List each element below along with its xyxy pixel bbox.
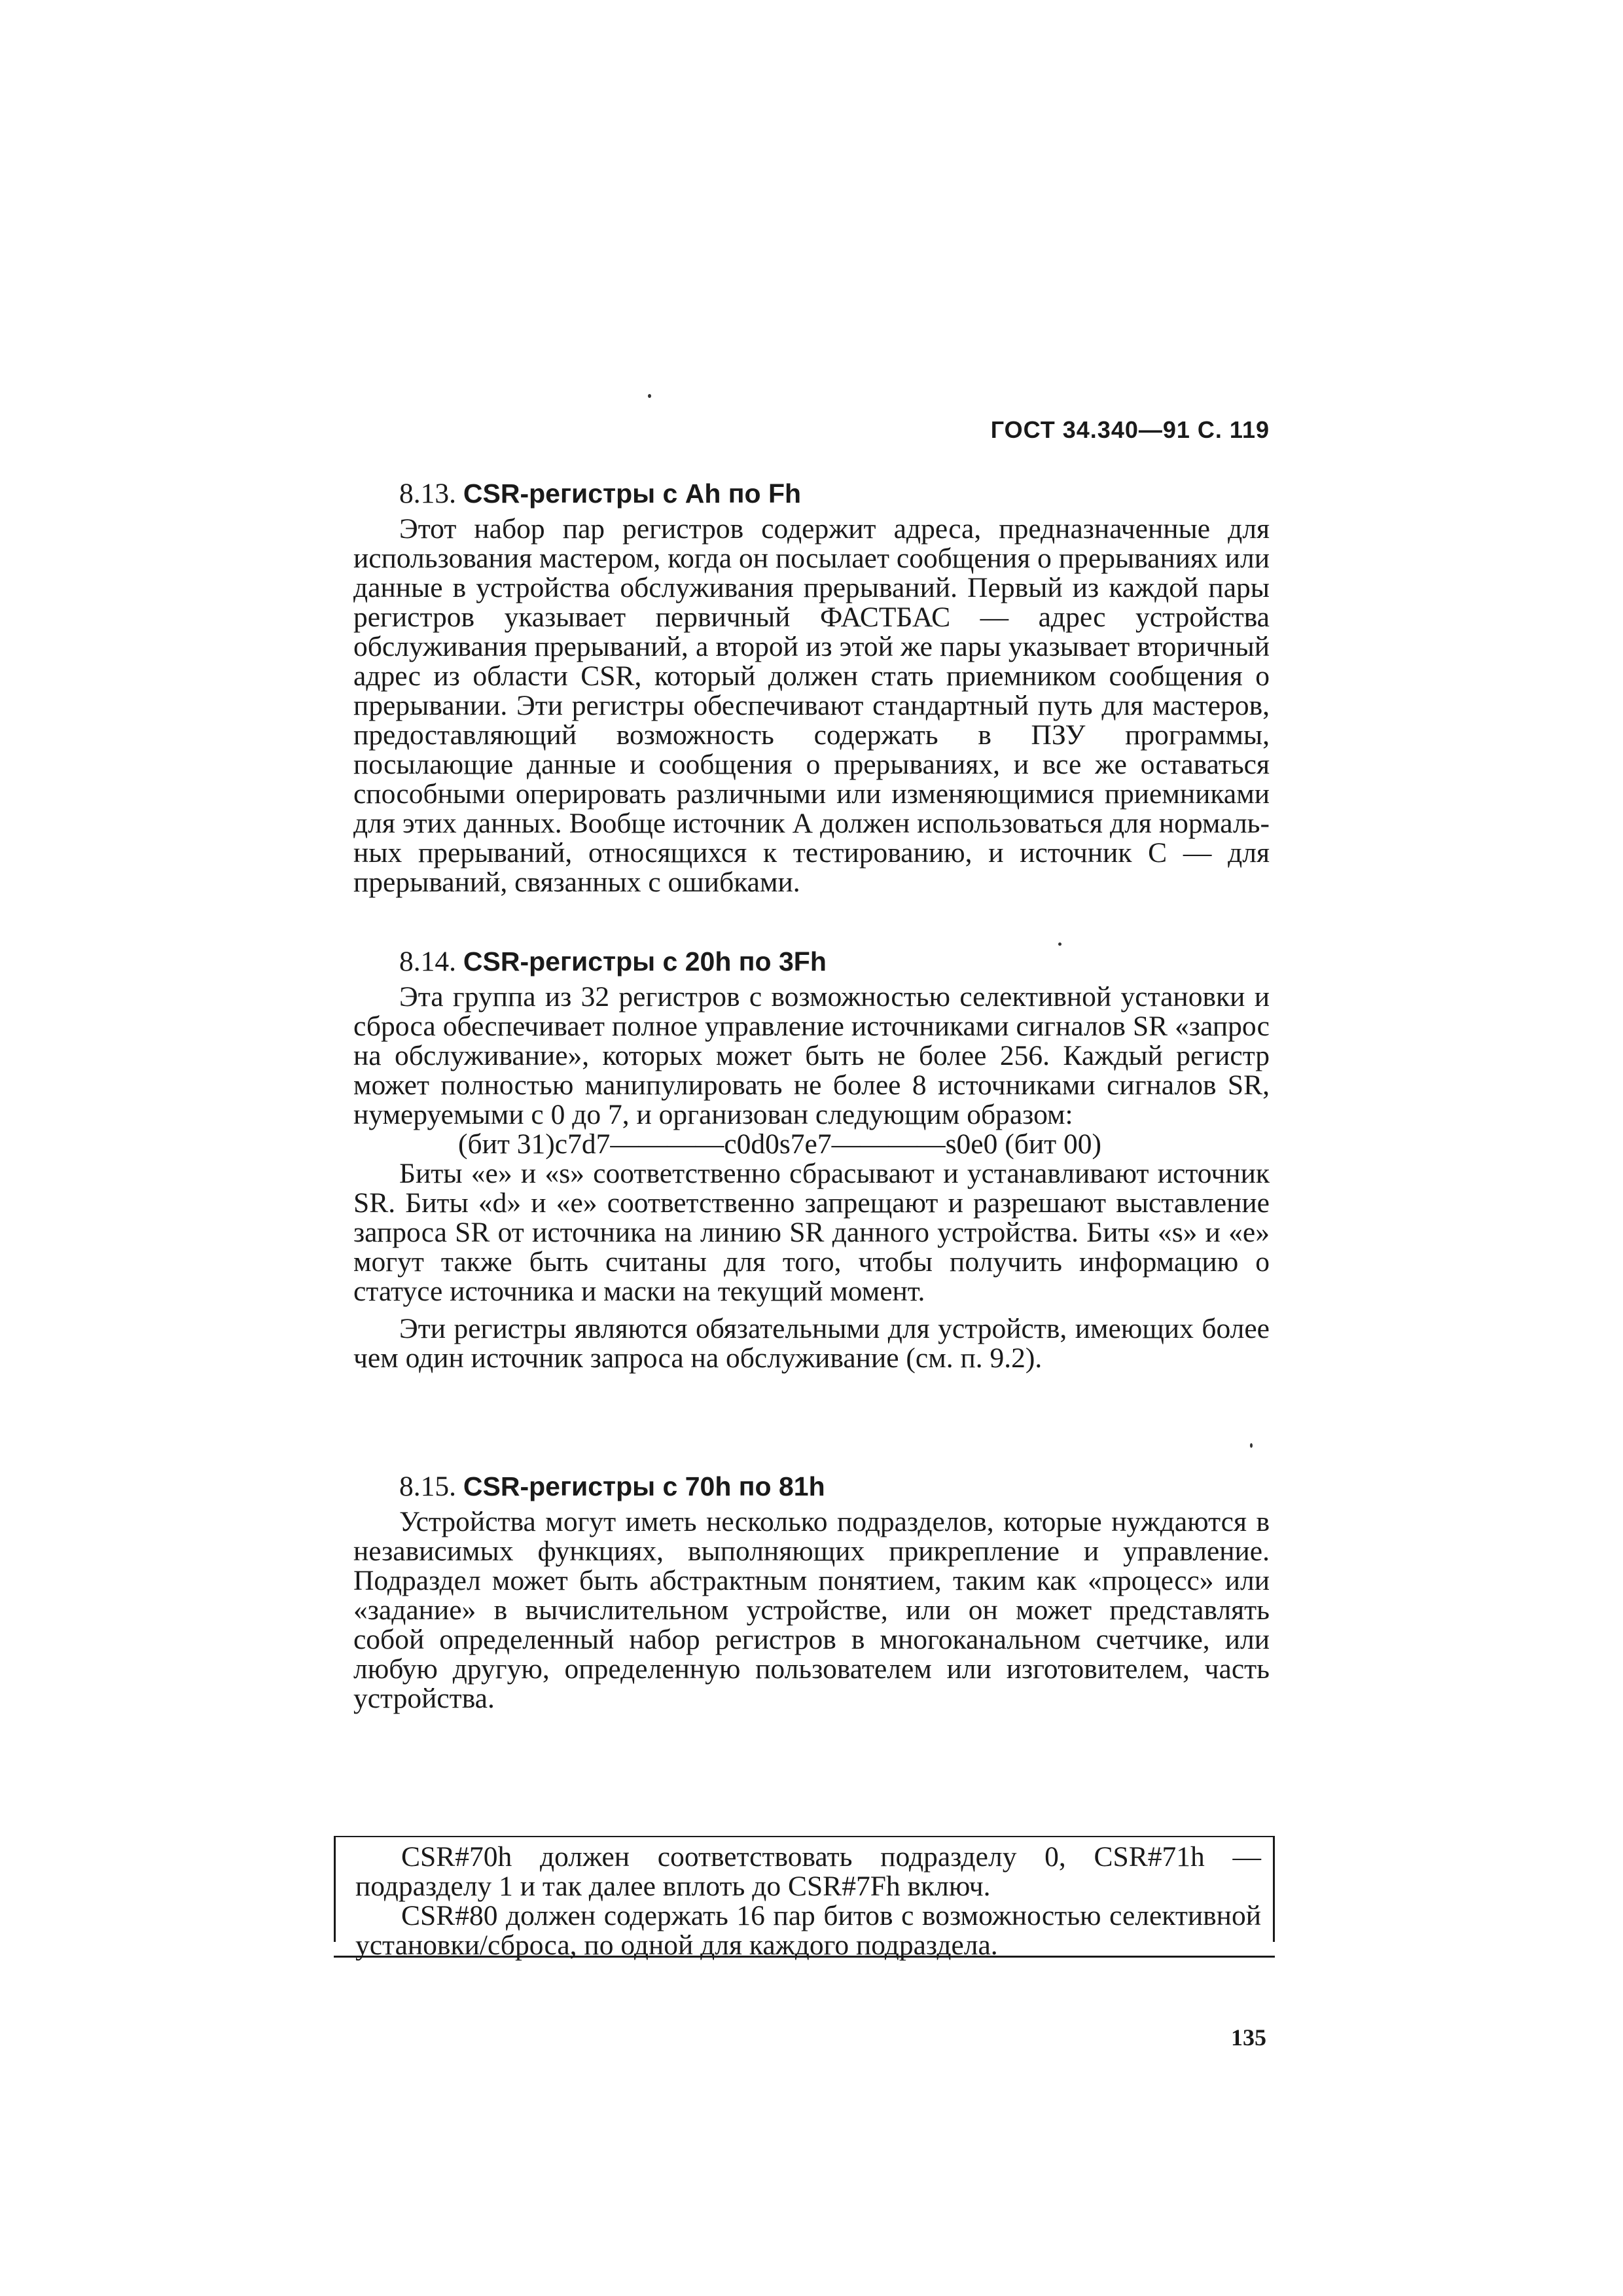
page-number: 135 bbox=[1231, 2024, 1266, 2051]
section-title: CSR-регистры с 20h по 3Fh bbox=[463, 946, 827, 977]
section-number: 8.14. bbox=[399, 946, 456, 977]
scan-speck bbox=[1058, 942, 1061, 946]
boxed-rules-frame bbox=[334, 1836, 1275, 1961]
paragraph: Биты «e» и «s» соответственно сбрасывают и устанавливают источник SR. Биты «d» и «e» соответственно запрещают и разрешают выставление запроса SR от источника на линию SR данного устройства. Биты «s» и «e» могут также быть считаны для того, чтобы получить информацию о статусе источника и маски на текущий момент. bbox=[353, 1158, 1270, 1307]
paragraph: Этот набор пар регистров содержит адреса, предназначенные для использования мастером, когда он посылает сообщения о прерываниях или данные в устройства обслуживания прерываний. Первый из каждой пары регистров указывает первичный ФАСТБАС — адрес устройства обслуживания прерываний, а второй из этой же пары указывает вторичный адрес из области CSR, который должен стать приемником сообщения о прерывании. Эти регистры обеспечивают стандартный путь для мастеров, предоставляющий возможность содержать в ПЗУ программы, посылающие данные и сообщения о прерываниях, и все же оставаться способными оперировать различными или изменяющимися приемниками для этих данных. Вообще источник А должен использоваться для нормальных прерываний, относящихся к тестированию, и источник С — для прерываний, связанных с ошибками. bbox=[353, 513, 1270, 898]
section-8-13 bbox=[353, 476, 1270, 897]
paragraph: Эта группа из 32 регистров с возможностью селективной установки и сброса обеспечивает полное управление источниками сигналов SR «запрос на обслуживание», которых может быть не более 256. Каждый регистр может полностью манипулировать не более 8 источниками сигналов SR, нумеруемыми с 0 до 7, и организован следующим образом: bbox=[353, 981, 1270, 1130]
paragraph: Эти регистры являются обязательными для устройств, имеющих более чем один источник запроса на обслуживание (см. п. 9.2). bbox=[353, 1313, 1270, 1374]
boxed-rule: CSR#70h должен соответствовать подразделу 0, CSR#71h — подразделу 1 и так далее вплоть до CSR#7Fh включ. bbox=[355, 1841, 1261, 1902]
paragraph: Устройства могут иметь несколько подразделов, которые нуждаются в независимых функциях, выполняющих прикрепление и управление. Подраздел может быть абстрактным понятием, таким как «процесс» или «задание» в вычислительном устройстве, или он может представлять собой определенный набор регистров в многоканальном счетчике, или любую другую, определенную пользователем или изготовителем, часть устройства. bbox=[353, 1506, 1270, 1714]
section-heading bbox=[353, 1469, 1270, 1503]
section-title: CSR-регистры с Ah по Fh bbox=[463, 478, 802, 509]
section-heading bbox=[353, 476, 1270, 511]
boxed-rules bbox=[355, 1842, 1261, 1960]
section-number: 8.13. bbox=[399, 478, 456, 509]
boxed-rule: CSR#80 должен содержать 16 пар битов с возможностью селективной установки/сброса, по одной для каждого подраздела. bbox=[355, 1900, 1261, 1961]
running-head: ГОСТ 34.340—91 С. 119 bbox=[990, 416, 1270, 443]
bit-layout-formula: (бит 31)c7d7————c0d0s7e7————s0e0 (бит 00) bbox=[458, 1128, 1101, 1160]
section-title: CSR-регистры с 70h по 81h bbox=[463, 1471, 825, 1501]
section-number: 8.15. bbox=[399, 1471, 456, 1502]
section-8-15 bbox=[353, 1469, 1270, 1713]
scan-speck bbox=[1250, 1443, 1253, 1448]
section-8-14 bbox=[353, 944, 1270, 1373]
section-heading bbox=[353, 944, 1270, 978]
boxed-rules-bottom-rule bbox=[334, 1956, 1275, 1958]
scan-speck bbox=[648, 394, 651, 398]
